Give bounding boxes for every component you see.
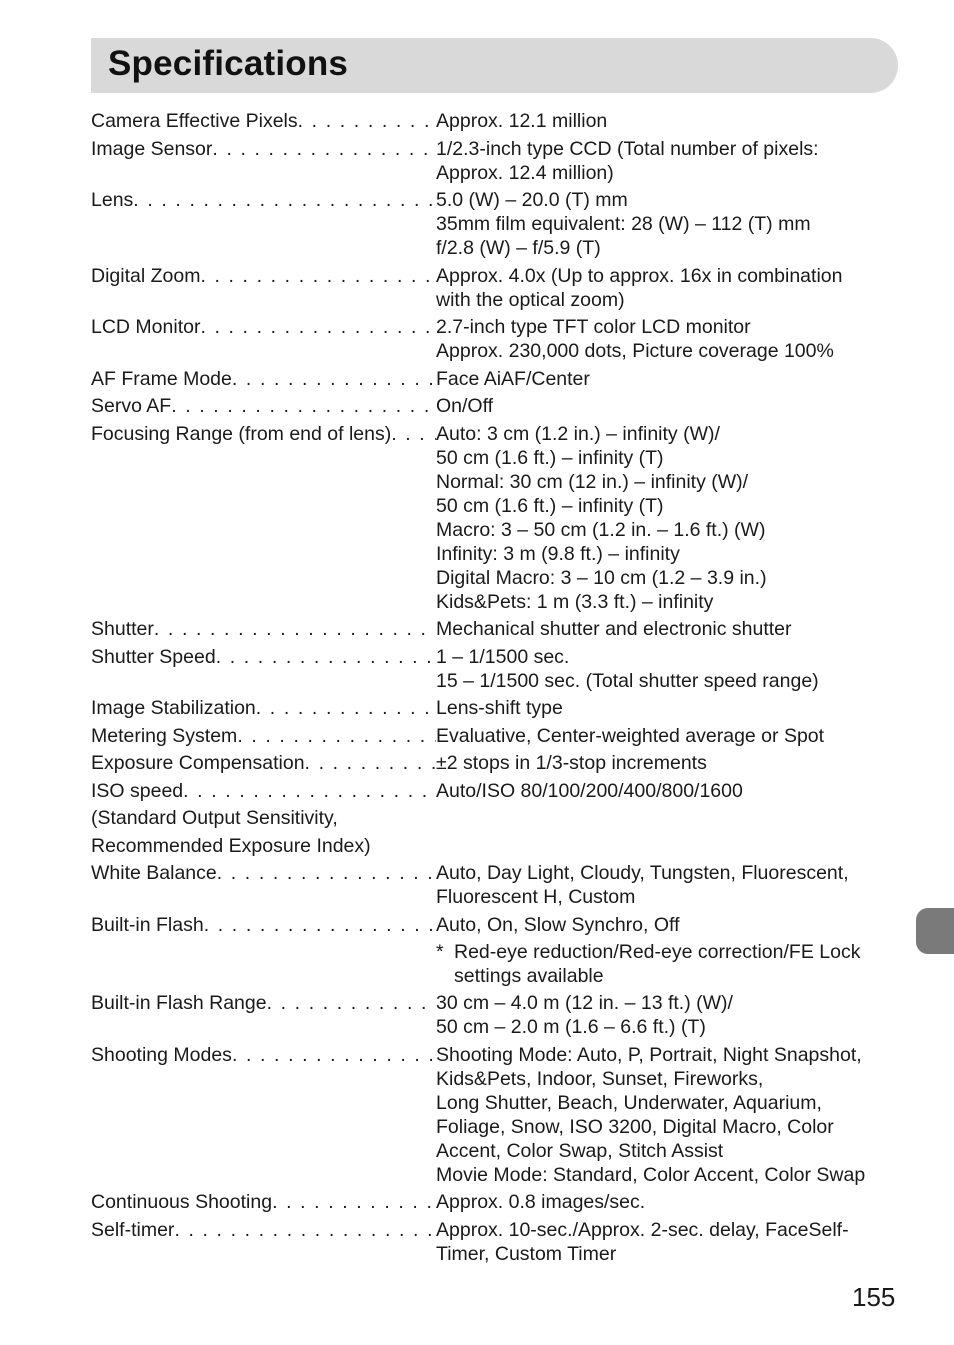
spec-value-line: Approx. 0.8 images/sec.	[436, 1191, 646, 1213]
spec-value	[436, 1043, 911, 1187]
spec-label-block	[91, 617, 436, 641]
spec-label-block	[91, 367, 436, 391]
spec-value	[436, 264, 911, 312]
spec-value-line: 30 cm – 4.0 m (12 in. – 13 ft.) (W)/	[436, 992, 733, 1014]
spec-label: Shutter	[91, 618, 154, 640]
spec-row	[91, 422, 911, 614]
dot-leader	[216, 645, 436, 669]
spec-value-line: 35mm film equivalent: 28 (W) – 112 (T) mm	[436, 213, 811, 235]
specifications-list	[91, 109, 911, 1269]
spec-value	[436, 724, 911, 748]
spec-row	[91, 367, 911, 391]
spec-value	[436, 1218, 911, 1266]
spec-label-block	[91, 315, 436, 363]
spec-value	[436, 137, 911, 185]
spec-label-block	[91, 188, 436, 260]
spec-value	[436, 1190, 911, 1214]
spec-row	[91, 779, 911, 858]
dot-leader	[204, 913, 436, 937]
spec-value-line: 15 – 1/1500 sec. (Total shutter speed range)	[436, 669, 819, 692]
spec-value	[436, 913, 911, 988]
spec-value-line: Macro: 3 – 50 cm (1.2 in. – 1.6 ft.) (W)	[436, 518, 766, 541]
spec-value-line: 5.0 (W) – 20.0 (T) mm	[436, 189, 628, 211]
spec-row	[91, 991, 911, 1039]
spec-footnote	[436, 940, 911, 988]
spec-label-block	[91, 109, 436, 133]
dot-leader	[232, 367, 436, 391]
spec-value-line: Shooting Mode: Auto, P, Portrait, Night Snapshot,	[436, 1043, 862, 1066]
spec-value-line: with the optical zoom)	[436, 288, 625, 311]
dot-leader	[305, 751, 436, 775]
dot-leader	[133, 188, 436, 212]
spec-label-block	[91, 137, 436, 185]
dot-leader	[200, 315, 436, 339]
spec-row	[91, 861, 911, 909]
footnote-text	[454, 940, 860, 988]
spec-value-line: Digital Macro: 3 – 10 cm (1.2 – 3.9 in.)	[436, 566, 767, 589]
spec-label: Shooting Modes	[91, 1043, 232, 1066]
spec-label: Image Stabilization	[91, 697, 256, 719]
spec-value-line: Lens-shift type	[436, 697, 563, 719]
spec-label: White Balance	[91, 862, 217, 884]
dot-leader	[174, 1218, 436, 1242]
spec-label: ISO speed	[91, 779, 184, 802]
spec-label-continued: Recommended Exposure Index)	[91, 834, 371, 857]
dot-leader	[154, 617, 436, 641]
spec-value	[436, 779, 911, 858]
spec-value	[436, 367, 911, 391]
spec-label-block	[91, 913, 436, 988]
spec-label: Digital Zoom	[91, 264, 201, 287]
spec-row	[91, 696, 911, 720]
spec-row	[91, 724, 911, 748]
footnote-line: settings available	[454, 964, 604, 987]
spec-value-line: Fluorescent H, Custom	[436, 886, 636, 908]
spec-row	[91, 617, 911, 641]
dot-leader	[217, 861, 436, 885]
spec-row	[91, 1043, 911, 1187]
spec-label: Focusing Range (from end of lens)	[91, 422, 392, 445]
spec-value-line: f/2.8 (W) – f/5.9 (T)	[436, 237, 601, 259]
spec-label-block	[91, 696, 436, 720]
spec-label: Shutter Speed	[91, 645, 216, 668]
title-bar	[91, 38, 898, 93]
dot-leader	[171, 394, 436, 418]
spec-value-line: Mechanical shutter and electronic shutter	[436, 618, 792, 640]
spec-value-line: On/Off	[436, 395, 494, 417]
spec-value	[436, 645, 911, 693]
dot-leader	[183, 779, 436, 803]
footnote-asterisk: *	[436, 940, 444, 963]
spec-label: Lens	[91, 189, 134, 211]
spec-row	[91, 109, 911, 133]
spec-value	[436, 991, 911, 1039]
dot-leader	[212, 137, 436, 161]
spec-label: Built-in Flash	[91, 913, 204, 936]
spec-value-line: Auto, On, Slow Synchro, Off	[436, 913, 680, 936]
spec-value	[436, 315, 911, 363]
spec-value-line: Approx. 12.4 million)	[436, 161, 614, 184]
dot-leader	[256, 696, 436, 720]
spec-value	[436, 696, 911, 720]
spec-value-line: Infinity: 3 m (9.8 ft.) – infinity	[436, 542, 680, 565]
spec-value	[436, 188, 911, 260]
spec-value-line: 50 cm – 2.0 m (1.6 – 6.6 ft.) (T)	[436, 1016, 706, 1038]
spec-label-block	[91, 991, 436, 1039]
dot-leader	[267, 991, 436, 1015]
spec-row	[91, 1190, 911, 1214]
page-number: 155	[852, 1282, 896, 1312]
spec-row	[91, 645, 911, 693]
dot-leader	[200, 264, 436, 288]
spec-label: Camera Effective Pixels	[91, 110, 298, 132]
page-title: Specifications	[108, 44, 349, 83]
spec-label: Servo AF	[91, 395, 172, 417]
spec-value-line: ±2 stops in 1/3-stop increments	[436, 752, 707, 774]
spec-label-block	[91, 394, 436, 418]
spec-label: Continuous Shooting	[91, 1191, 273, 1213]
spec-value	[436, 422, 911, 614]
spec-label: Exposure Compensation	[91, 752, 305, 774]
spec-label-block	[91, 1218, 436, 1266]
spec-row	[91, 315, 911, 363]
spec-value-line: Accent, Color Swap, Stitch Assist	[436, 1139, 724, 1162]
spec-label: LCD Monitor	[91, 316, 201, 338]
spec-value	[436, 109, 911, 133]
spec-label-block	[91, 779, 436, 858]
spec-value	[436, 861, 911, 909]
spec-label: Built-in Flash Range	[91, 992, 267, 1014]
section-tab-marker	[916, 908, 954, 954]
spec-label-block	[91, 724, 436, 748]
spec-label-block	[91, 645, 436, 693]
spec-label-continued: (Standard Output Sensitivity,	[91, 807, 338, 829]
spec-label: Image Sensor	[91, 137, 213, 160]
spec-value	[436, 617, 911, 641]
spec-row	[91, 188, 911, 260]
spec-value-line: 1 – 1/1500 sec.	[436, 645, 570, 668]
dot-leader	[272, 1190, 436, 1214]
spec-label-block	[91, 1043, 436, 1187]
dot-leader	[232, 1043, 436, 1067]
spec-row	[91, 1218, 911, 1266]
spec-value-line: Timer, Custom Timer	[436, 1242, 617, 1265]
spec-value-line: Auto, Day Light, Cloudy, Tungsten, Fluorescent,	[436, 862, 849, 884]
spec-label-block	[91, 1190, 436, 1214]
dot-leader	[298, 109, 436, 133]
spec-value-line: 50 cm (1.6 ft.) – infinity (T)	[436, 494, 664, 517]
spec-row	[91, 137, 911, 185]
spec-label: Self-timer	[91, 1218, 175, 1241]
spec-value-line: Approx. 10-sec./Approx. 2-sec. delay, FaceSelf-	[436, 1218, 849, 1241]
spec-value-line: Auto: 3 cm (1.2 in.) – infinity (W)/	[436, 422, 720, 445]
spec-label-block	[91, 861, 436, 909]
spec-row	[91, 751, 911, 775]
dot-leader	[237, 724, 436, 748]
dot-leader	[391, 422, 436, 446]
spec-value	[436, 394, 911, 418]
spec-value-line: Approx. 4.0x (Up to approx. 16x in combination	[436, 264, 843, 287]
spec-row	[91, 394, 911, 418]
spec-value-line: Kids&Pets: 1 m (3.3 ft.) – infinity	[436, 590, 714, 613]
spec-label-block	[91, 751, 436, 775]
spec-value-line: Face AiAF/Center	[436, 367, 590, 390]
spec-value-line: Long Shutter, Beach, Underwater, Aquarium,	[436, 1091, 822, 1114]
spec-value-line: Approx. 12.1 million	[436, 110, 608, 132]
spec-value-line: Approx. 230,000 dots, Picture coverage 100%	[436, 340, 834, 362]
spec-value-line: Normal: 30 cm (12 in.) – infinity (W)/	[436, 470, 749, 493]
spec-label-block	[91, 264, 436, 312]
spec-value	[436, 751, 911, 775]
spec-value-line: Auto/ISO 80/100/200/400/800/1600	[436, 779, 743, 802]
spec-value-line: Foliage, Snow, ISO 3200, Digital Macro, Color	[436, 1115, 834, 1138]
spec-value-line: 2.7-inch type TFT color LCD monitor	[436, 316, 751, 338]
spec-value-line: Evaluative, Center-weighted average or Spot	[436, 724, 825, 747]
spec-value-line: 1/2.3-inch type CCD (Total number of pixels:	[436, 137, 819, 160]
spec-row	[91, 264, 911, 312]
spec-label: AF Frame Mode	[91, 367, 232, 390]
spec-value-line: 50 cm (1.6 ft.) – infinity (T)	[436, 446, 664, 469]
spec-label-block	[91, 422, 436, 614]
spec-value-line: Kids&Pets, Indoor, Sunset, Fireworks,	[436, 1067, 764, 1090]
spec-label: Metering System	[91, 724, 238, 747]
spec-row	[91, 913, 911, 988]
spec-value-line: Movie Mode: Standard, Color Accent, Color Swap	[436, 1163, 866, 1186]
footnote-line: Red-eye reduction/Red-eye correction/FE Lock	[454, 940, 861, 963]
